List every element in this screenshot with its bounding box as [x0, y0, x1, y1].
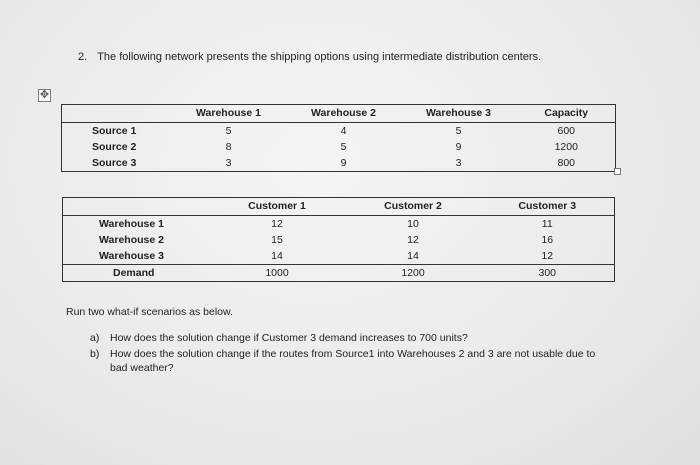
column-header: Customer 2	[346, 198, 481, 216]
question-heading	[78, 51, 541, 63]
table-cell: 5	[455, 125, 462, 137]
list-item	[90, 331, 610, 345]
table-header-row	[62, 105, 616, 123]
column-header: Warehouse 3	[400, 105, 518, 123]
row-header: Warehouse 3	[99, 250, 164, 262]
table-cell: 1200	[554, 141, 578, 153]
shipping-cost-table-warehouses	[62, 197, 615, 282]
row-header: Demand	[63, 265, 209, 282]
table-cell: 9	[340, 157, 347, 169]
table-cell: 9	[455, 141, 462, 153]
table-resize-handle[interactable]	[614, 168, 621, 175]
table-header-row	[63, 198, 615, 216]
table-row	[63, 232, 615, 248]
table-cell: 11	[541, 218, 553, 230]
list-marker: b)	[90, 348, 100, 360]
table-cell: 300	[481, 265, 615, 282]
question-list	[90, 331, 610, 377]
column-header: Warehouse 2	[288, 105, 400, 123]
table-cell: 10	[407, 218, 419, 230]
column-header: Customer 1	[209, 198, 346, 216]
move-handle-icon[interactable]: ✥	[39, 89, 50, 101]
table-cell: 15	[271, 234, 283, 246]
table-cell: 5	[225, 125, 232, 137]
row-header: Source 3	[92, 157, 137, 169]
row-header: Warehouse 1	[99, 218, 164, 230]
table-row-demand	[63, 265, 615, 282]
table-corner-cell	[62, 105, 170, 123]
column-header: Warehouse 1	[170, 105, 288, 123]
list-marker: a)	[90, 332, 100, 344]
list-item	[90, 347, 610, 375]
question-heading-text: The following network presents the shipping options using intermediate distribution centers.	[97, 51, 542, 63]
table-row	[62, 155, 616, 172]
table-cell: 12	[271, 218, 283, 230]
question-text: How does the solution change if Customer 3 demand increases to 700 units?	[110, 332, 468, 344]
table-cell: 14	[407, 250, 419, 262]
shipping-cost-table-sources	[61, 104, 616, 172]
column-header: Capacity	[518, 105, 616, 123]
table-row	[63, 248, 615, 265]
column-header: Customer 3	[481, 198, 615, 216]
table-cell: 14	[271, 250, 283, 262]
row-header: Source 2	[92, 141, 137, 153]
question-text: How does the solution change if the routes from Source1 into Warehouses 2 and 3 are not usable due to bad weather?	[110, 348, 596, 374]
table-cell: 3	[225, 157, 232, 169]
table-cell: 16	[541, 234, 554, 246]
table-cell: 600	[557, 125, 576, 137]
row-header: Warehouse 2	[99, 234, 164, 246]
table-cell: 4	[340, 125, 347, 137]
table-row	[63, 216, 615, 233]
table-cell: 12	[407, 234, 419, 246]
table-cell: 5	[340, 141, 347, 153]
table-cell: 3	[455, 157, 462, 169]
table-corner-cell	[63, 198, 209, 216]
table-cell: 1200	[346, 265, 481, 282]
question-number: 2.	[78, 51, 88, 63]
table-cell: 1000	[209, 265, 346, 282]
table-row	[62, 123, 616, 140]
table-cell: 12	[541, 250, 554, 262]
row-header: Source 1	[92, 125, 137, 137]
table-cell: 800	[557, 157, 576, 169]
table-cell: 8	[225, 141, 232, 153]
instructions-text: Run two what-if scenarios as below.	[66, 306, 233, 318]
table-row	[62, 139, 616, 155]
